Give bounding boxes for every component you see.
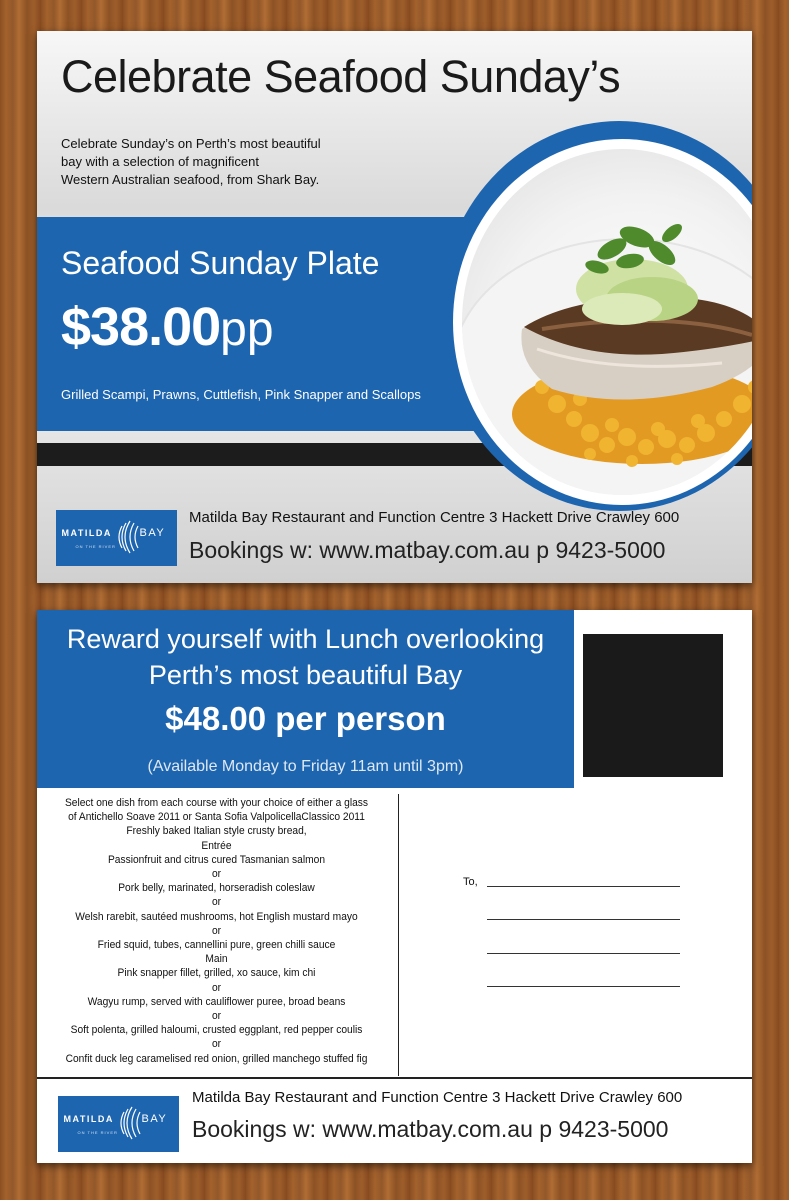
address-line <box>487 953 680 954</box>
back-availability: (Available Monday to Friday 11am until 3pm) <box>147 758 464 775</box>
front-intro-line: Western Australian seafood, from Shark Bay. <box>61 172 320 187</box>
to-label: To, <box>463 876 478 888</box>
menu-line: Passionfruit and citrus cured Tasmanian salmon <box>107 853 326 866</box>
front-title: Celebrate Seafood Sunday’s <box>61 51 621 102</box>
address-line <box>487 886 680 887</box>
front-intro-line: bay with a selection of magnificent <box>61 154 259 169</box>
menu-line: or <box>211 981 222 994</box>
front-postcard <box>37 31 752 583</box>
menu-line: Pink snapper fillet, grilled, xo sauce, kim chi <box>117 967 316 980</box>
plate-price <box>61 296 274 358</box>
address-divider-vertical <box>398 794 399 1076</box>
lunch-menu <box>37 796 396 1074</box>
menu-line: or <box>211 1010 222 1023</box>
front-intro-line: Celebrate Sunday’s on Perth’s most beautiful <box>61 136 321 151</box>
logo-word-left: MATILDA <box>61 528 112 538</box>
plate-price-suffix: pp <box>220 303 274 356</box>
matilda-bay-logo <box>56 510 177 566</box>
logo-word-right: BAY <box>141 1113 168 1125</box>
plate-heading: Seafood Sunday Plate <box>61 245 380 281</box>
back-bookings: Bookings w: www.matbay.com.au p 9423-5000 <box>192 1116 669 1142</box>
menu-line: Wagyu rump, served with cauliflower puree, broad beans <box>87 995 346 1008</box>
logo-tagline: ON THE RIVER <box>75 544 116 549</box>
logo-word-left: MATILDA <box>63 1114 114 1124</box>
back-blue-band <box>37 610 574 788</box>
menu-line: Entrée <box>201 839 232 852</box>
logo-tagline: ON THE RIVER <box>77 1130 118 1135</box>
matilda-bay-logo <box>58 1096 179 1152</box>
menu-line: Main <box>205 953 228 966</box>
menu-line: or <box>211 1038 222 1051</box>
stamp-box <box>583 634 723 777</box>
menu-line: Welsh rarebit, sautéed mushrooms, hot English mustard mayo <box>75 910 358 923</box>
back-address: Matilda Bay Restaurant and Function Centre 3 Hackett Drive Crawley 600 <box>192 1089 683 1106</box>
menu-line: Fried squid, tubes, cannellini pure, green chilli sauce <box>97 939 336 952</box>
menu-line: or <box>211 868 222 881</box>
front-intro <box>61 135 391 189</box>
address-line <box>487 919 680 920</box>
menu-line: Soft polenta, grilled haloumi, crusted eggplant, red pepper coulis <box>70 1024 363 1037</box>
back-price: $48.00 per person <box>165 700 446 737</box>
footer-divider <box>37 1077 752 1079</box>
address-line <box>487 986 680 987</box>
back-postcard <box>37 610 752 1163</box>
menu-line: Pork belly, marinated, horseradish coleslaw <box>118 882 315 895</box>
front-bookings: Bookings w: www.matbay.com.au p 9423-5000 <box>189 537 666 563</box>
menu-line: Select one dish from each course with your choice of either a glass <box>64 797 369 809</box>
front-address: Matilda Bay Restaurant and Function Centre 3 Hackett Drive Crawley 600 <box>189 509 680 526</box>
menu-line: Freshly baked Italian style crusty bread, <box>126 825 307 838</box>
menu-line: or <box>211 896 222 909</box>
logo-word-right: BAY <box>139 527 166 539</box>
back-headline-line2: Perth’s most beautiful Bay <box>148 660 463 690</box>
plate-price-amount: $38.00 <box>61 297 221 357</box>
menu-line: of Antichello Soave 2011 or Santa Sofia ValpolicellaClassico 2011 <box>68 811 365 824</box>
plate-items: Grilled Scampi, Prawns, Cuttlefish, Pink Snapper and Scallops <box>61 387 421 402</box>
menu-line: Confit duck leg caramelised red onion, grilled manchego stuffed fig <box>65 1052 368 1065</box>
menu-line: or <box>211 924 222 937</box>
back-headline-line1: Reward yourself with Lunch overlooking <box>66 624 545 654</box>
